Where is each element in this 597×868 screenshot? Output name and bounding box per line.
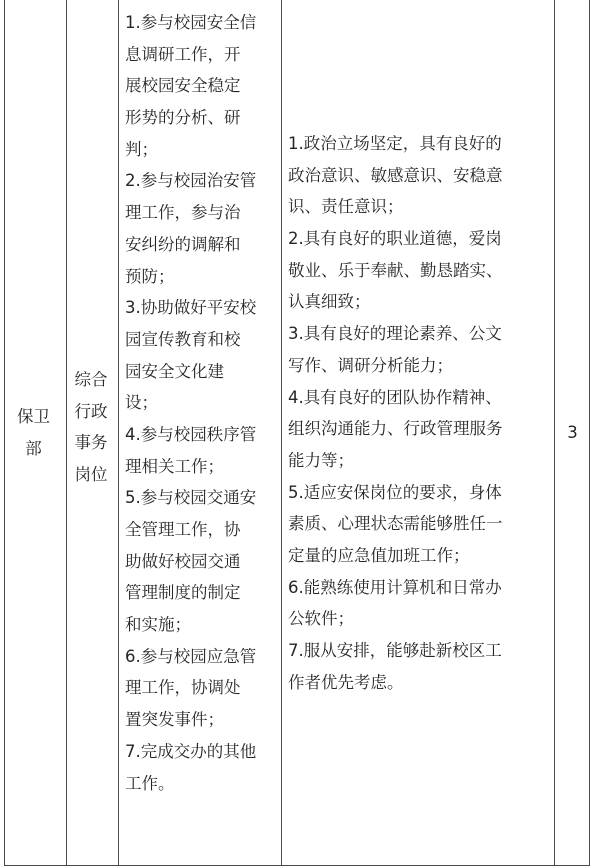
duty-line: 6.参与校园应急管 <box>125 646 257 666</box>
duty-line: 园宣传教育和校 <box>125 329 241 349</box>
duty-line: 1.参与校园安全信 <box>125 13 257 32</box>
duty-line: 工作。 <box>125 773 175 793</box>
requirement-line: 公软件； <box>288 609 354 629</box>
duty-line: 全管理工作，协 <box>125 520 241 539</box>
position-line: 综合 <box>74 370 108 389</box>
position-line: 行政 <box>74 401 108 421</box>
requirement-line: 1.政治立场坚定，具有良好的 <box>288 134 502 153</box>
department-line: 部 <box>25 438 42 458</box>
duty-line: 助做好校园交通 <box>125 551 241 571</box>
duty-line: 置突发事件； <box>125 710 224 730</box>
column-divider <box>118 0 119 866</box>
duty-line: 7.完成交办的其他 <box>125 741 257 761</box>
duties-cell <box>125 7 275 799</box>
requirement-line: 6.能熟练使用计算机和日常办 <box>288 577 502 597</box>
duty-line: 安纠纷的调解和 <box>125 234 241 254</box>
requirement-line: 素质、心理状态需能够胜任一 <box>288 514 503 534</box>
duty-line: 5.参与校园交通安 <box>125 488 257 508</box>
duty-line: 管理制度的制定 <box>125 583 241 603</box>
requirement-line: 认真细致； <box>288 292 371 312</box>
duty-line: 园安全文化建 <box>125 361 224 381</box>
requirement-line: 5.适应安保岗位的要求，身体 <box>288 482 502 502</box>
requirement-line: 定量的应急值加班工作； <box>288 545 470 565</box>
duty-line: 设； <box>125 393 158 413</box>
duty-line: 2.参与校园治安管 <box>125 171 257 191</box>
requirement-line: 作者优先考虑。 <box>288 672 404 692</box>
requirement-line: 写作、调研分析能力； <box>288 355 453 375</box>
requirement-line: 组织沟通能力、行政管理服务 <box>288 419 503 439</box>
requirement-line: 7.服从安排，能够赴新校区工 <box>288 641 502 660</box>
requirements-cell <box>288 128 552 698</box>
duty-line: 理相关工作； <box>125 456 224 476</box>
duty-line: 理工作，协调处 <box>125 678 241 698</box>
column-divider <box>281 0 282 866</box>
duty-line: 展校园安全稳定 <box>125 76 241 96</box>
requirement-line: 能力等； <box>288 450 354 470</box>
duty-line: 4.参与校园秩序管 <box>125 424 257 444</box>
duty-line: 形势的分析、研 <box>125 108 241 128</box>
requirement-line: 4.具有良好的团队协作精神、 <box>288 387 502 407</box>
position-line: 事务 <box>74 433 108 453</box>
column-divider <box>554 0 555 866</box>
requirement-line: 政治意识、敏感意识、安稳意 <box>288 165 503 185</box>
duty-line: 和实施； <box>125 615 191 635</box>
department-cell <box>4 401 63 464</box>
requirement-line: 3.具有良好的理论素养、公文 <box>288 324 502 344</box>
headcount-cell <box>556 417 589 449</box>
requirement-line: 敬业、乐于奉献、勤恳踏实、 <box>288 260 503 280</box>
position-cell <box>66 364 116 491</box>
headcount-value: 3 <box>567 423 578 442</box>
duty-line: 息调研工作，开 <box>125 44 241 64</box>
requirement-line: 识、责任意识； <box>288 197 404 217</box>
duty-line: 判； <box>125 139 158 159</box>
department-line: 保卫 <box>17 407 50 426</box>
duty-line: 理工作，参与治 <box>125 203 241 223</box>
requirement-line: 2.具有良好的职业道德，爱岗 <box>288 229 502 249</box>
duty-line: 3.协助做好平安校 <box>125 298 257 318</box>
position-line: 岗位 <box>74 465 108 485</box>
duty-line: 预防； <box>125 266 175 286</box>
